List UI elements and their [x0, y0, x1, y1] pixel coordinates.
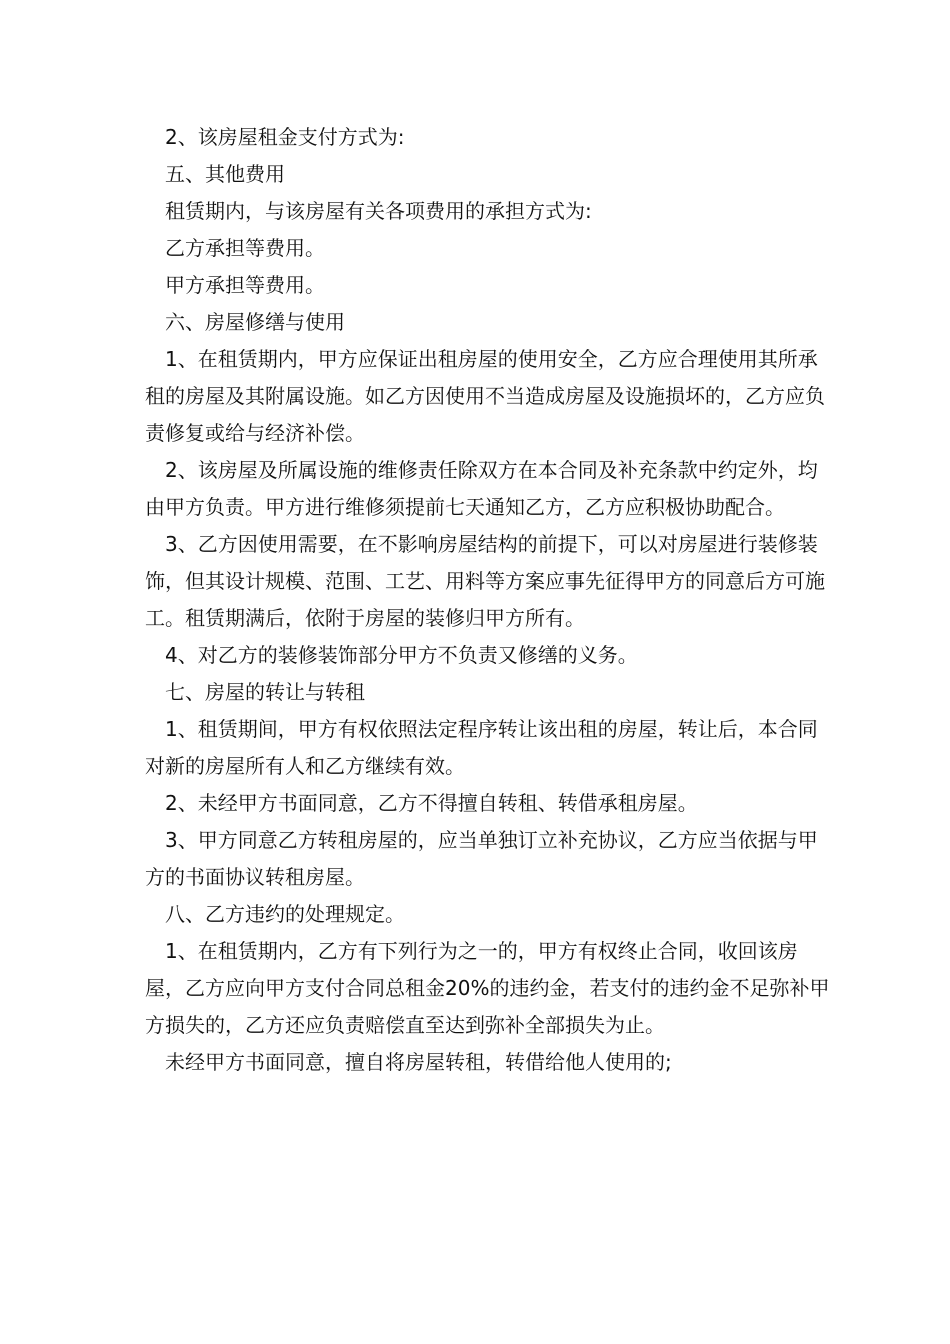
paragraph-rent-payment: 2、该房屋租金支付方式为: — [165, 125, 405, 149]
paragraph-landlord-fees: 甲方承担等费用。 — [165, 273, 325, 297]
heading-transfer-sublease: 七、房屋的转让与转租 — [165, 680, 365, 704]
paragraph-repair-1: 1、在租赁期内，甲方应保证出租房屋的使用安全，乙方应合理使用其所承租的房屋及其附属设施。如乙方因使用不当造成房屋及设施损坏的，乙方应负责修复或给与经济补偿。 — [145, 347, 825, 445]
paragraph-fee-sharing: 租赁期内，与该房屋有关各项费用的承担方式为: — [165, 199, 592, 223]
paragraph-tenant-fees: 乙方承担等费用。 — [165, 236, 325, 260]
paragraph-breach-item: 未经甲方书面同意，擅自将房屋转租，转借给他人使用的; — [165, 1050, 672, 1074]
paragraph-breach-1: 1、在租赁期内，乙方有下列行为之一的，甲方有权终止合同，收回该房屋，乙方应向甲方支付合同总租金20%的违约金，若支付的违约金不足弥补甲方损失的，乙方还应负责赔偿直至达到弥补全部损失为止。 — [145, 939, 830, 1037]
paragraph-transfer-3: 3、甲方同意乙方转租房屋的，应当单独订立补充协议，乙方应当依据与甲方的书面协议转租房屋。 — [145, 828, 818, 889]
document-body — [145, 119, 835, 1081]
heading-repair-and-use: 六、房屋修缮与使用 — [165, 310, 345, 334]
heading-tenant-breach: 八、乙方违约的处理规定。 — [165, 902, 405, 926]
paragraph-repair-4: 4、对乙方的装修装饰部分甲方不负责又修缮的义务。 — [165, 643, 638, 667]
paragraph-repair-3: 3、乙方因使用需要，在不影响房屋结构的前提下，可以对房屋进行装修装饰，但其设计规模、范围、工艺、用料等方案应事先征得甲方的同意后方可施工。租赁期满后，依附于房屋的装修归甲方所有。 — [145, 532, 825, 630]
heading-other-fees: 五、其他费用 — [165, 162, 285, 186]
paragraph-repair-2: 2、该房屋及所属设施的维修责任除双方在本合同及补充条款中约定外，均由甲方负责。甲方进行维修须提前七天通知乙方，乙方应积极协助配合。 — [145, 458, 818, 519]
paragraph-transfer-1: 1、租赁期间，甲方有权依照法定程序转让该出租的房屋，转让后，本合同对新的房屋所有人和乙方继续有效。 — [145, 717, 818, 778]
paragraph-transfer-2: 2、未经甲方书面同意，乙方不得擅自转租、转借承租房屋。 — [165, 791, 698, 815]
